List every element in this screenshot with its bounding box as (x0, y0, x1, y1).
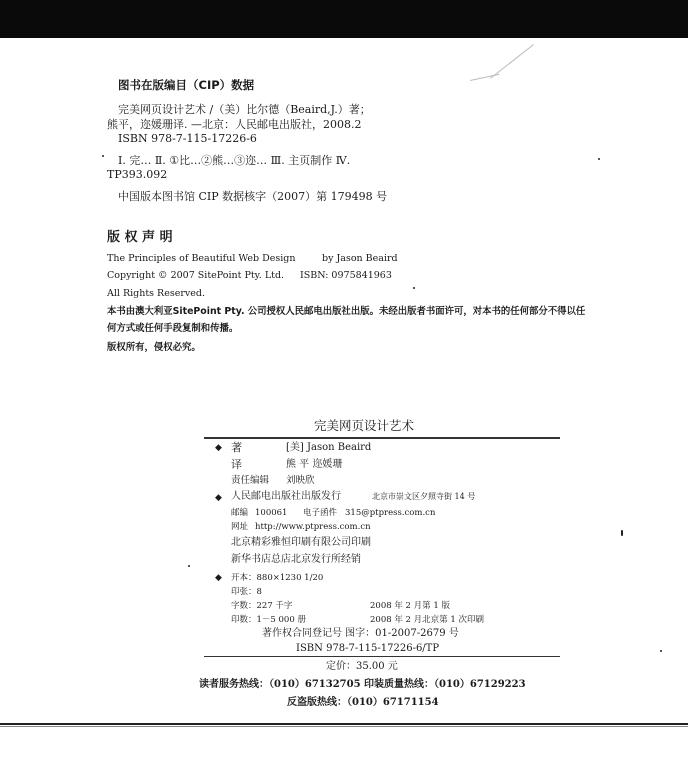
cip-line: 熊平，迩媛珊译. —北京：人民邮电出版社，2008.2 (107, 118, 362, 131)
cip-line: ISBN 978-7-115-17226-6 (118, 132, 257, 145)
license-statement: 本书由澳大利亚SitePoint Pty. 公司授权人民邮电出版社出版。未经出版者书面许可，对本书的任何部分不得以任 (107, 306, 586, 317)
bullet-diamond: ◆ (215, 443, 222, 453)
colophon-top-rule (204, 437, 560, 439)
original-author: by Jason Beaird (322, 253, 398, 264)
service-hotlines: 读者服务热线：（010）67132705 印装质量热线：（010）67129223 (199, 679, 526, 690)
scan-bottom-border (0, 723, 688, 725)
printed-sheets: 印张：8 (231, 587, 262, 597)
editor-value: 刘映欣 (286, 475, 315, 486)
scan-speck (413, 287, 415, 289)
printing: 2008 年 2 月北京第 1 次印刷 (370, 615, 484, 625)
bullet-diamond: ◆ (215, 493, 222, 503)
colophon-bottom-rule (204, 656, 560, 657)
edition: 2008 年 2 月第 1 版 (370, 601, 450, 611)
original-title: The Principles of Beautiful Web Design (107, 253, 296, 264)
publisher: 人民邮电出版社出版发行 (231, 491, 341, 502)
cip-record-number: 中国版本图书馆 CIP 数据核字（2007）第 179498 号 (118, 190, 388, 203)
cip-line: 完美网页设计艺术 /（美）比尔德（Beaird,J.）著； (118, 103, 371, 116)
website-label: 网址 (231, 522, 249, 532)
scan-artifact-line (470, 74, 500, 81)
scan-speck (102, 155, 104, 157)
bullet-diamond: ◆ (215, 573, 222, 583)
copyright-line: Copyright © 2007 SitePoint Pty. Ltd. (107, 270, 285, 281)
cip-line: TP393.092 (107, 168, 168, 181)
anti-piracy-hotline: 反盗版热线：（010）67171154 (287, 697, 439, 708)
copyright-registration: 著作权合同登记号 图字：01-2007-2679 号 (262, 628, 459, 639)
scan-speck (188, 565, 190, 567)
license-statement: 何方式或任何手段复制和传播。 (107, 323, 239, 334)
scan-top-border (0, 0, 688, 38)
scan-speck (598, 158, 600, 160)
original-isbn: ISBN: 0975841963 (300, 270, 392, 281)
email-value: 315@ptpress.com.cn (345, 508, 436, 518)
book-title: 完美网页设计艺术 (314, 418, 415, 433)
rights-statement: 版权所有，侵权必究。 (107, 342, 201, 353)
author-label: 著 (231, 441, 242, 454)
scan-speck (621, 530, 623, 536)
print-run: 印数：1－5 000 册 (231, 615, 306, 625)
price: 定价：35.00 元 (326, 661, 398, 672)
author-value: [美] Jason Beaird (286, 442, 372, 453)
cip-heading: 图书在版编目（CIP）数据 (118, 78, 255, 92)
format: 开本：880×1230 1/20 (231, 573, 324, 583)
website-value: http://www.ptpress.com.cn (255, 522, 371, 532)
translator-value: 熊 平 迩媛珊 (286, 459, 343, 470)
postcode-value: 100061 (255, 508, 288, 518)
email-label: 电子函件 (303, 508, 338, 518)
translator-label: 译 (231, 458, 242, 471)
editor-label: 责任编辑 (231, 475, 270, 486)
scan-bottom-border (0, 726, 688, 727)
rights-reserved: All Rights Reserved. (107, 288, 205, 299)
printer: 北京精彩雅恒印刷有限公司印刷 (231, 537, 371, 548)
distributor: 新华书店总店北京发行所经销 (231, 554, 361, 565)
cip-line: Ⅰ. 完… Ⅱ. ①比…②熊…③迩… Ⅲ. 主页制作 Ⅳ. (118, 154, 351, 167)
word-count: 字数：227 千字 (231, 601, 293, 611)
postcode-label: 邮编 (231, 508, 249, 518)
colophon-isbn: ISBN 978-7-115-17226-6/TP (296, 643, 440, 654)
publisher-address: 北京市崇文区夕照寺街 14 号 (372, 492, 476, 501)
scan-speck (660, 650, 662, 652)
copyright-heading: 版 权 声 明 (107, 230, 173, 245)
